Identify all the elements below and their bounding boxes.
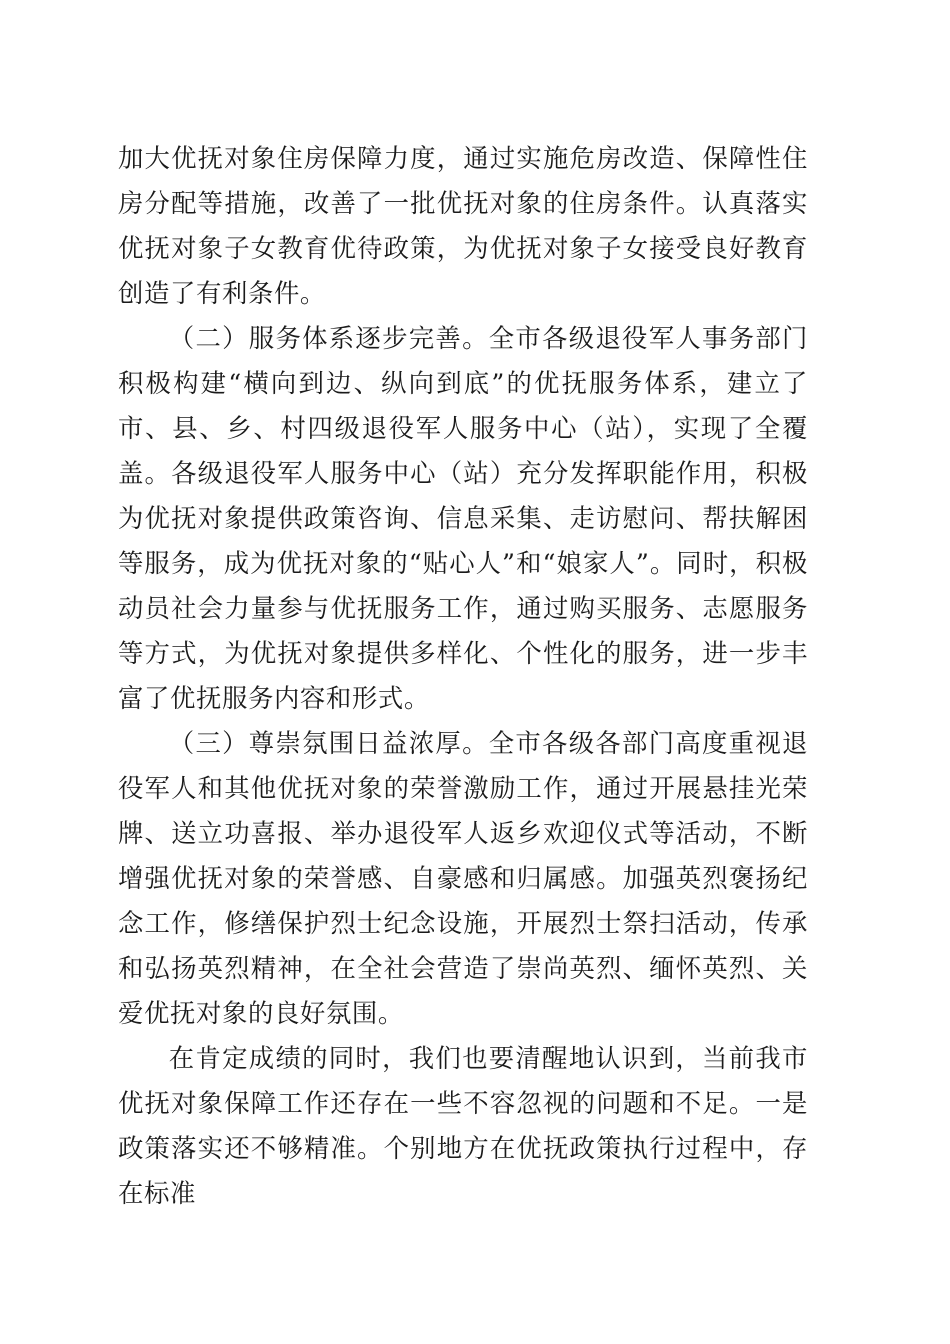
paragraph-honor-atmosphere: （三）尊崇氛围日益浓厚。全市各级各部门高度重视退役军人和其他优抚对象的荣誉激励工作，通过开展悬挂光荣牌、送立功喜报、举办退役军人返乡欢迎仪式等活动，不断增强优抚对象的荣誉感、自豪感和归属感。加强英烈褒扬纪念工作，修缮保护烈士纪念设施，开展烈士祭扫活动，传承和弘扬英烈精神，在全社会营造了崇尚英烈、缅怀英烈、关爱优抚对象的良好氛围。 [118, 728, 808, 1028]
paragraph-problems: 在肯定成绩的同时，我们也要清醒地认识到，当前我市优抚对象保障工作还存在一些不容忽视的问题和不足。一是政策落实还不够精准。个别地方在优抚政策执行过程中，存在标准 [118, 1043, 808, 1208]
document-body [118, 136, 808, 1216]
paragraph-housing-and-education: 加大优抚对象住房保障力度，通过实施危房改造、保障性住房分配等措施，改善了一批优抚对象的住房条件。认真落实优抚对象子女教育优待政策，为优抚对象子女接受良好教育创造了有利条件。 [118, 143, 808, 308]
paragraph-service-system: （二）服务体系逐步完善。全市各级退役军人事务部门积极构建“横向到边、纵向到底”的优抚服务体系，建立了市、县、乡、村四级退役军人服务中心（站），实现了全覆盖。各级退役军人服务中心（站）充分发挥职能作用，积极为优抚对象提供政策咨询、信息采集、走访慰问、帮扶解困等服务，成为优抚对象的“贴心人”和“娘家人”。同时，积极动员社会力量参与优抚服务工作，通过购买服务、志愿服务等方式，为优抚对象提供多样化、个性化的服务，进一步丰富了优抚服务内容和形式。 [118, 323, 808, 713]
